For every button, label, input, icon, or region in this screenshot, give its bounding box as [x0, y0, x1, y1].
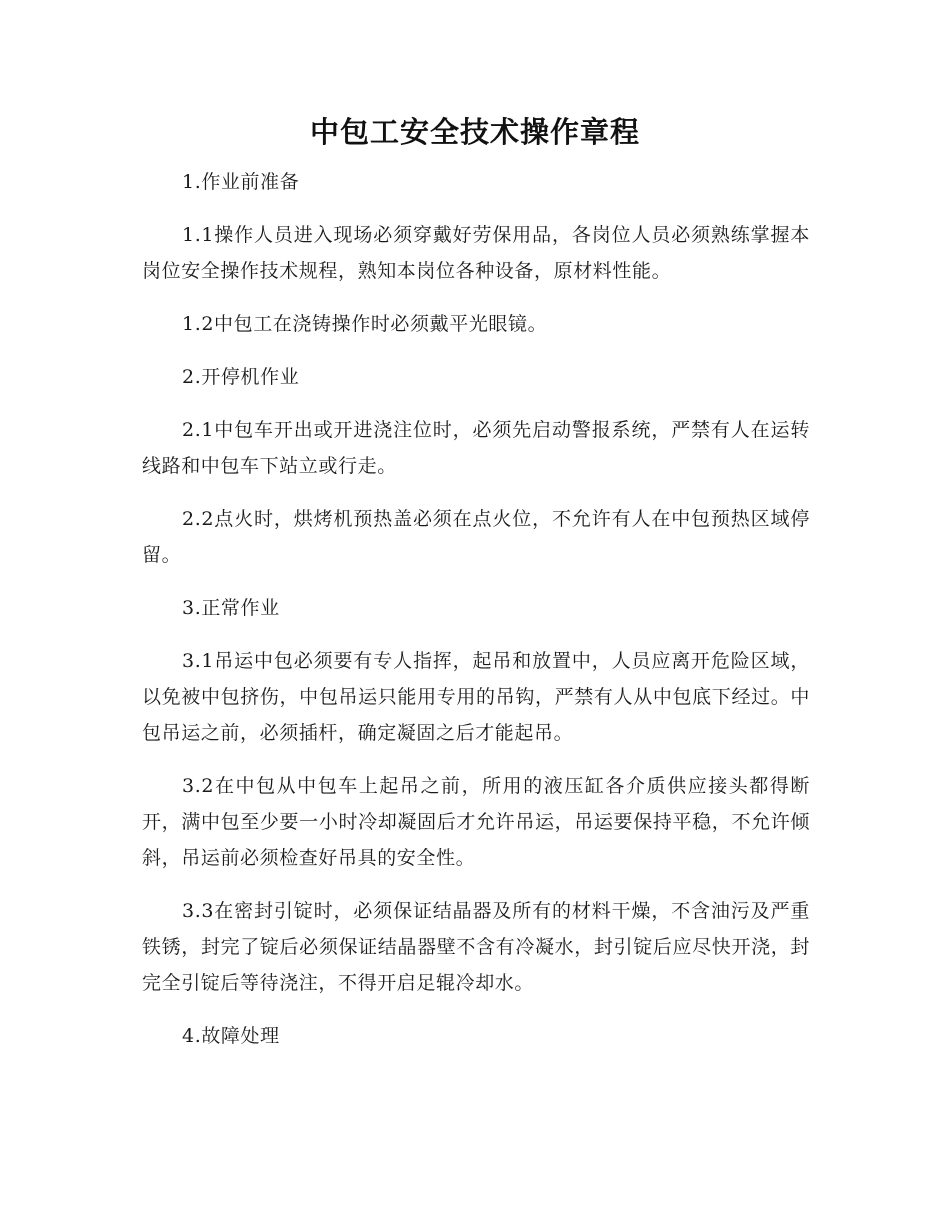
paragraph-3-3: 3.3在密封引锭时，必须保证结晶器及所有的材料干燥，不含油污及严重铁锈，封完了锭后必须保证结晶器壁不含有冷凝水，封引锭后应尽快开浇，封完全引锭后等待浇注，不得开启足辊冷却水。 [142, 900, 810, 994]
paragraph-1-2: 1.2中包工在浇铸操作时必须戴平光眼镜。 [182, 313, 548, 335]
document-body [142, 164, 810, 1071]
section-heading-3: 3.正常作业 [182, 597, 280, 619]
paragraph-2-1: 2.1中包车开出或开进浇注位时，必须先启动警报系统，严禁有人在运转线路和中包车下站立或行走。 [142, 419, 810, 477]
document-title: 中包工安全技术操作章程 [309, 115, 640, 149]
section-heading-4: 4.故障处理 [182, 1025, 280, 1047]
section-heading-2: 2.开停机作业 [182, 366, 300, 388]
paragraph-3-1: 3.1吊运中包必须要有专人指挥，起吊和放置中，人员应离开危险区域，以免被中包挤伤，中包吊运只能用专用的吊钩，严禁有人从中包底下经过。中包吊运之前，必须插杆，确定凝固之后才能起吊。 [142, 650, 810, 744]
section-heading-1: 1.作业前准备 [182, 171, 300, 193]
paragraph-3-2: 3.2在中包从中包车上起吊之前，所用的液压缸各介质供应接头都得断开，满中包至少要一小时冷却凝固后才允许吊运，吊运要保持平稳，不允许倾斜，吊运前必须检查好吊具的安全性。 [142, 775, 810, 869]
paragraph-2-2: 2.2点火时，烘烤机预热盖必须在点火位，不允许有人在中包预热区域停留。 [142, 508, 810, 566]
paragraph-1-1: 1.1操作人员进入现场必须穿戴好劳保用品，各岗位人员必须熟练掌握本岗位安全操作技术规程，熟知本岗位各种设备，原材料性能。 [142, 224, 810, 282]
